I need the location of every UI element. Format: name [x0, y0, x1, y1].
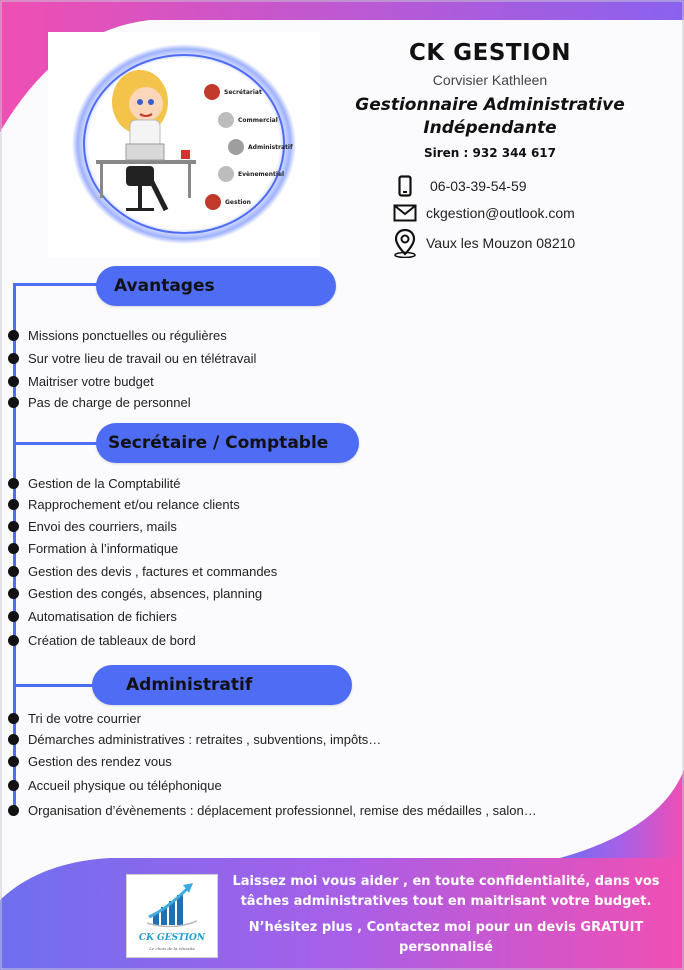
address-text: Vaux les Mouzon 08210 [426, 235, 576, 251]
list-item: Gestion des devis , factures et commandes [8, 564, 277, 579]
list-item: Organisation d’évènements : déplacement professionnel, remise des médailles , salon… [8, 803, 537, 818]
list-item: Pas de charge de personnel [8, 395, 191, 410]
bullet-dot [8, 756, 19, 767]
list-item: Maitriser votre budget [8, 374, 154, 389]
list-item: Envoi des courriers, mails [8, 519, 177, 534]
list-item: Gestion des rendez vous [8, 754, 172, 769]
bullet-dot [8, 780, 19, 791]
brand-title: CK GESTION [409, 40, 571, 66]
footer-logo-title: CK GESTION [138, 933, 206, 943]
list-item: Démarches administratives : retraites , subventions, impôts… [8, 732, 381, 747]
list-item: Sur votre lieu de travail ou en télétravail [8, 351, 256, 366]
bar-chart-logo-icon [127, 875, 217, 935]
illus-label-secretariat: Secrétariat [224, 89, 262, 96]
bullet-dot [8, 521, 19, 532]
footer-logo-tagline: Le choix de la réussite [149, 946, 195, 951]
timeline-connector-administratif [13, 684, 95, 687]
bullet-dot [8, 478, 19, 489]
section-title-administratif: Administratif [92, 665, 352, 705]
list-item: Tri de votre courrier [8, 711, 141, 726]
bullet-dot [8, 353, 19, 364]
role-line-1: Gestionnaire Administrative [355, 95, 625, 115]
header-block [340, 40, 640, 160]
location-pin-icon [390, 230, 420, 256]
footer-message-1: Laissez moi vous aider , en toute confidentialité, dans vos tâches administratives tout en maitrisant votre budget. [232, 874, 660, 909]
section-title-secretaire-comptable: Secrétaire / Comptable [96, 423, 359, 463]
phone-icon [390, 173, 420, 199]
bullet-dot [8, 376, 19, 387]
bullet-dot [8, 499, 19, 510]
bullet-dot [8, 397, 19, 408]
list-item: Automatisation de fichiers [8, 609, 177, 624]
contact-phone [390, 173, 527, 199]
contact-email [390, 200, 575, 226]
footer-message-2: N’hésitez plus , Contactez moi pour un devis GRATUIT personnalisé [248, 920, 644, 955]
mail-icon [390, 200, 420, 226]
role-title [340, 94, 640, 140]
list-item: Gestion de la Comptabilité [8, 476, 180, 491]
list-item: Rapprochement et/ou relance clients [8, 497, 240, 512]
illus-label-commercial: Commercial [238, 117, 278, 124]
bullet-dot [8, 543, 19, 554]
bullet-dot [8, 588, 19, 599]
timeline-connector-avantages [13, 283, 99, 286]
email-text: ckgestion@outlook.com [426, 205, 575, 221]
illus-label-administratif: Administratif [248, 144, 293, 151]
footer-logo [126, 874, 218, 958]
list-item: Missions ponctuelles ou régulières [8, 328, 227, 343]
list-item: Gestion des congés, absences, planning [8, 586, 262, 601]
bullet-dot [8, 566, 19, 577]
siren-number: Siren : 932 344 617 [423, 146, 556, 160]
illus-label-gestion: Gestion [225, 199, 251, 206]
contact-address [390, 230, 575, 256]
header-illustration [48, 32, 320, 257]
role-line-2: Indépendante [423, 118, 557, 138]
bullet-dot [8, 734, 19, 745]
bullet-dot [8, 805, 19, 816]
section-title-avantages: Avantages [96, 266, 336, 306]
timeline-connector-secretaire [13, 442, 99, 445]
illus-label-evenementiel: Evènementiel [238, 171, 285, 178]
bullet-dot [8, 611, 19, 622]
phone-text: 06-03-39-54-59 [430, 178, 527, 194]
owner-name: Corvisier Kathleen [432, 72, 548, 88]
list-item: Création de tableaux de bord [8, 633, 196, 648]
list-item: Formation à l’informatique [8, 541, 178, 556]
bullet-dot [8, 713, 19, 724]
bullet-dot [8, 330, 19, 341]
footer-message [232, 872, 660, 958]
bullet-dot [8, 635, 19, 646]
list-item: Accueil physique ou téléphonique [8, 778, 222, 793]
